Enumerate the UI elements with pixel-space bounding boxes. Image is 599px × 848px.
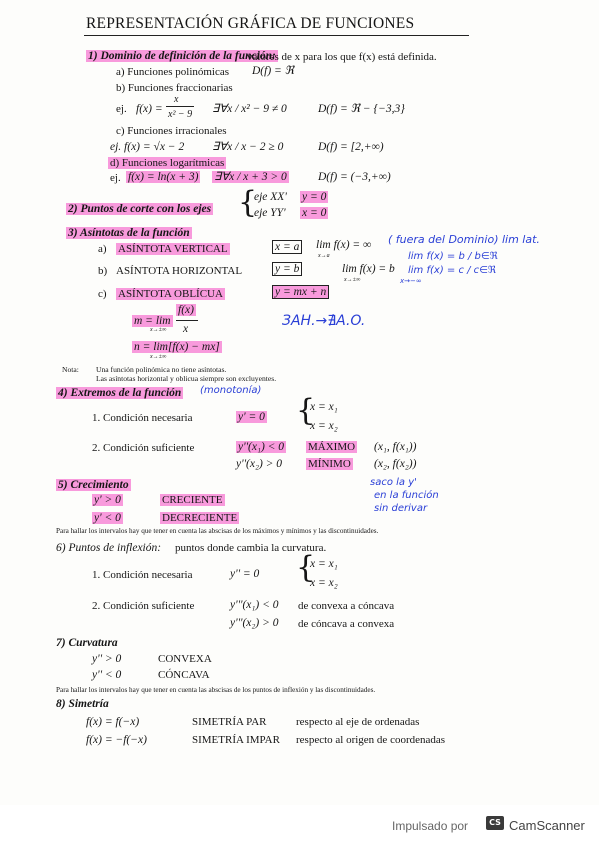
s4-max-point: (x₁, f(x₁)): [374, 441, 417, 453]
s8-e2: f(x) = −f(−x): [86, 734, 147, 746]
s1-c: c) Funciones irracionales: [116, 125, 227, 137]
s4-min-point: (x₂, f(x₂)): [374, 458, 417, 470]
brace: {: [296, 550, 316, 585]
s6-t2: de cóncava a convexa: [298, 618, 395, 630]
s1-d-ej: ej.: [110, 172, 121, 184]
s7-t1: CONVEXA: [158, 653, 212, 665]
s3-b-label: b): [98, 265, 108, 277]
s6-x2: x = x₂: [310, 577, 338, 589]
s3-c-name: ASÍNTOTA OBLÍCUA: [118, 288, 223, 300]
s8-heading: 8) Simetría: [56, 698, 109, 710]
s1-c-cond: ∃∀x / x − 2 ≥ 0: [212, 141, 284, 153]
s1-c-domain: D(f) = [2,+∞): [318, 141, 384, 153]
s3-b-name: ASÍNTOTA HORIZONTAL: [116, 265, 243, 277]
s5-increasing: CRECIENTE: [162, 494, 223, 506]
s6-c1: 1. Condición necesaria: [92, 569, 193, 581]
s4-heading: 4) Extremos de la función: [58, 387, 182, 399]
s7-heading: 7) Curvatura: [56, 637, 118, 649]
brace: {: [296, 393, 316, 428]
s5-handwritten-3: sin derivar: [374, 503, 428, 514]
s1-a: a) Funciones polinómicas: [116, 66, 230, 78]
s1-b-ej: ej.: [116, 103, 127, 115]
s3-handwritten-note-4: ЗАН.→∄A.O.: [282, 313, 366, 329]
footer-brand: CamScanner: [509, 818, 585, 833]
s3-b-sub: x→±∞: [344, 277, 361, 283]
brace: {: [238, 185, 258, 220]
s5-handwritten-2: en la función: [374, 490, 439, 501]
s8-e1: f(x) = f(−x): [86, 716, 140, 728]
s5-handwritten-1: saco la y': [370, 477, 417, 488]
fraction-bar: [176, 320, 198, 321]
camscanner-logo-icon: CS: [486, 816, 504, 830]
title-underline: [84, 35, 469, 36]
s3-a-lim: lim f(x) = ∞: [316, 239, 372, 251]
s7-e2: y'' < 0: [92, 669, 122, 681]
s3-n-sub: x→±∞: [150, 354, 167, 360]
note-label: Nota:: [62, 365, 79, 374]
s1-heading: 1) Dominio de definición de la función:: [88, 50, 276, 62]
footer-powered-by: Impulsado por: [392, 819, 469, 833]
s1-b-fx: f(x) =: [136, 103, 163, 115]
s3-m-sub: x→±∞: [150, 327, 167, 333]
s3-a-box: x = a: [272, 242, 302, 254]
s6-e2: y'''(x₂) > 0: [230, 617, 279, 629]
s1-a-domain: D(f) = ℜ: [252, 65, 295, 77]
s1-b-den: x² − 9: [168, 109, 193, 120]
s3-c-box: y = mx + n: [272, 287, 329, 299]
note-line-1: Una función polinómica no tiene asíntotas.: [96, 365, 227, 374]
s1-d: d) Funciones logarítmicas: [110, 157, 225, 169]
s8-r2: respecto al origen de coordenadas: [296, 734, 446, 746]
s6-e1: y'''(x₁) < 0: [230, 599, 279, 611]
s1-d-cond: ∃∀x / x + 3 > 0: [214, 171, 287, 183]
fraction-bar: [166, 106, 194, 107]
page-title: REPRESENTACIÓN GRÁFICA DE FUNCIONES: [86, 15, 415, 32]
s4-c1-eq: y' = 0: [238, 411, 265, 423]
s3-c-label: c): [98, 288, 107, 300]
s3-heading: 3) Asíntotas de la función: [68, 227, 190, 239]
s3-handwritten-note-3: lim f(x) = c / c∈ℜ: [408, 265, 497, 276]
s7-note: Para hallar los intervalos hay que tener en cuenta las abscisas de los puntos de inflexión y las discontinuidades.: [56, 686, 376, 694]
s5-note: Para hallar los intervalos hay que tener en cuenta las abscisas de los máximos y mínimos y las discontinuidades.: [56, 527, 379, 535]
s1-c-ej: ej. f(x) = √x − 2: [110, 141, 185, 153]
s4-x2: x = x₂: [310, 420, 338, 432]
s4-handwritten-note: (monotonía): [200, 385, 262, 396]
s4-min-eq: y''(x₂) > 0: [236, 458, 283, 470]
s3-m-num: f(x): [178, 304, 194, 316]
s1-d-domain: D(f) = (−3,+∞): [318, 171, 391, 183]
s7-t2: CÓNCAVA: [158, 669, 210, 681]
s3-m-den: x: [183, 323, 189, 335]
s4-x1: x = x₁: [310, 401, 338, 413]
s4-c1: 1. Condición necesaria: [92, 412, 193, 424]
scanner-footer: [0, 805, 599, 848]
s2-cond-y0: y = 0: [302, 191, 327, 203]
s4-min: MÍNIMO: [308, 458, 351, 470]
s3-n-formula: n = lim[f(x) − mx]: [134, 341, 220, 353]
s8-t1: SIMETRÍA PAR: [192, 716, 267, 728]
s2-axis-x: eje XX': [254, 191, 287, 203]
s4-max-eq: y''(x₁) < 0: [238, 441, 285, 453]
s8-t2: SIMETRÍA IMPAR: [192, 734, 280, 746]
s3-a-label: a): [98, 243, 107, 255]
s4-max: MÁXIMO: [308, 441, 356, 453]
s6-x1: x = x₁: [310, 558, 338, 570]
s5-inc-eq: y' > 0: [94, 494, 121, 506]
s7-e1: y'' > 0: [92, 653, 122, 665]
s1-b-domain: D(f) = ℜ − {−3,3}: [318, 103, 405, 115]
s1-heading-rest: valores de x para los que f(x) está definida.: [247, 51, 437, 63]
s1-b: b) Funciones fraccionarias: [116, 82, 233, 94]
s3-a-name: ASÍNTOTA VERTICAL: [118, 243, 228, 255]
s5-dec-eq: y' < 0: [94, 512, 121, 524]
s1-b-num: x: [174, 94, 179, 105]
s6-heading: 6) Puntos de inflexión:: [56, 542, 162, 554]
note-line-2: Las asíntotas horizontal y oblicua siempre son excluyentes.: [96, 374, 277, 383]
s1-d-fx: f(x) = ln(x + 3): [128, 171, 199, 183]
s2-cond-x0: x = 0: [302, 207, 327, 219]
s3-a-sub: x→a: [318, 253, 330, 259]
s3-handwritten-note-2: lim f(x) = b / b∈ℜ: [408, 251, 498, 262]
s2-heading: 2) Puntos de corte con los ejes: [68, 203, 212, 215]
s3-handwritten-note-3-sub: x→−∞: [400, 277, 422, 285]
s5-decreasing: DECRECIENTE: [162, 512, 238, 524]
s2-axis-y: eje YY': [254, 207, 286, 219]
s3-b-box: y = b: [272, 264, 302, 276]
s3-m-formula: m = lim: [134, 315, 171, 327]
s6-heading-rest: puntos donde cambia la curvatura.: [175, 542, 327, 554]
s3-b-lim: lim f(x) = b: [342, 263, 395, 275]
s8-r1: respecto al eje de ordenadas: [296, 716, 420, 728]
s4-c2: 2. Condición suficiente: [92, 442, 195, 454]
s6-c1-eq: y'' = 0: [230, 568, 260, 580]
s6-t1: de convexa a cóncava: [298, 600, 395, 612]
s3-handwritten-note-1: ( fuera del Dominio) lim lat.: [388, 233, 540, 246]
s5-heading: 5) Crecimiento: [58, 479, 129, 491]
s1-b-cond: ∃∀x / x² − 9 ≠ 0: [212, 103, 287, 115]
s6-c2: 2. Condición suficiente: [92, 600, 195, 612]
